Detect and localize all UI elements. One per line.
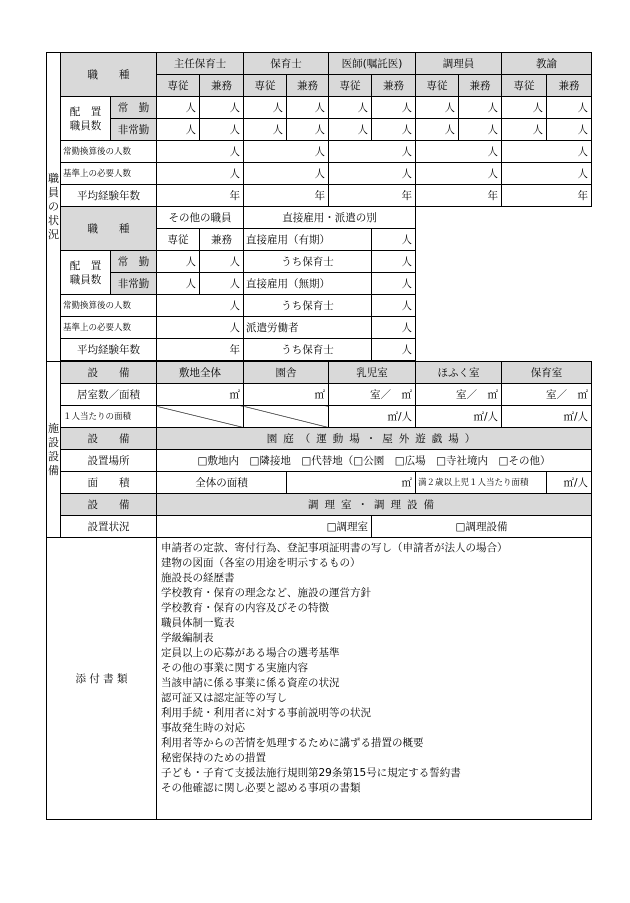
required-label: 基準上の必要人数 [61, 163, 157, 185]
equipment-header: 設 備 [61, 494, 157, 516]
fte-label: 常勤換算後の人数 [61, 295, 157, 317]
role-header-4: 教諭 [502, 53, 592, 75]
person-unit[interactable]: 人 [547, 119, 592, 141]
kitchen-header: 調理室・調理設備 [157, 494, 592, 516]
sqm-field[interactable]: ㎡ [157, 384, 244, 406]
year-unit[interactable]: 年 [329, 185, 416, 207]
area-header-3: ほふく室 [416, 362, 502, 384]
regular-label: 常 勤 [111, 97, 157, 119]
attachment-item: その他の事業に関する実施内容 [161, 662, 308, 674]
direct-unlimited-label: 直接雇用（無期） [244, 273, 372, 295]
job-type-header: 職 種 [61, 207, 157, 251]
diagonal-cell [157, 406, 244, 428]
area-header-2: 乳児室 [329, 362, 416, 384]
person-unit[interactable]: 人 [157, 141, 244, 163]
full-time-header: 専従 [157, 75, 200, 97]
sqm-per-person-field[interactable]: ㎡/人 [502, 406, 592, 428]
part-time-header: 兼務 [287, 75, 329, 97]
person-unit[interactable]: 人 [157, 295, 244, 317]
person-unit[interactable]: 人 [372, 317, 416, 339]
dispatch-label: 派遣労働者 [244, 317, 372, 339]
year-unit[interactable]: 年 [157, 339, 244, 361]
part-time-header: 兼務 [459, 75, 502, 97]
part-time-header: 兼務 [200, 75, 244, 97]
staff-section-label: 職員の状況 [47, 53, 61, 362]
person-unit[interactable]: 人 [157, 97, 200, 119]
person-unit[interactable]: 人 [157, 317, 244, 339]
attachment-item: 職員体制一覧表 [161, 617, 235, 629]
attachment-item: 当該申請に係る事業に係る資産の状況 [161, 677, 340, 689]
nonregular-label: 非常勤 [111, 273, 157, 295]
full-time-header: 専従 [244, 75, 287, 97]
person-unit[interactable]: 人 [372, 229, 416, 251]
attachment-item: 学校教育・保育の内容及びその特徴 [161, 602, 329, 614]
other-staff-header: その他の職員 [157, 207, 244, 229]
attachment-item: 利用者等からの苦情を処理するために講ずる措置の概要 [161, 737, 424, 749]
area-header-1: 園舎 [244, 362, 329, 384]
room-sqm-field[interactable]: 室／ ㎡ [502, 384, 592, 406]
attachments-list [157, 538, 592, 820]
form-table [46, 52, 592, 820]
person-unit[interactable]: 人 [329, 119, 372, 141]
person-unit[interactable]: 人 [244, 163, 329, 185]
room-sqm-field[interactable]: 室／ ㎡ [416, 384, 502, 406]
person-unit[interactable]: 人 [157, 163, 244, 185]
person-unit[interactable]: 人 [372, 295, 416, 317]
over2-area-label: 満２歳以上児１人当たり面積 [416, 472, 547, 494]
person-unit[interactable]: 人 [416, 141, 502, 163]
attachment-item: 利用手続・利用者に対する事前説明等の状況 [161, 707, 371, 719]
role-header-3: 調理員 [416, 53, 502, 75]
avg-years-label: 平均経験年数 [61, 339, 157, 361]
area-header-0: 敷地全体 [157, 362, 244, 384]
person-unit[interactable]: 人 [200, 97, 244, 119]
person-unit[interactable]: 人 [372, 119, 416, 141]
attachment-item: その他確認に関し必要と認める事項の書類 [161, 782, 361, 794]
per-person-label: １人当たりの面積 [61, 406, 157, 428]
facility-section-label: 施設設備 [47, 362, 61, 538]
direct-hire-header: 直接雇用・派遣の別 [244, 207, 416, 229]
attachment-item: 申請者の定款、寄付行為、登記事項証明書の写し（申請者が法人の場合） [161, 542, 508, 554]
part-time-header: 兼務 [372, 75, 416, 97]
person-unit[interactable]: 人 [200, 119, 244, 141]
kitchen-equipment-checkbox[interactable]: □調理設備 [372, 516, 592, 538]
attachment-item: 認可証又は認定証等の写し [161, 692, 287, 704]
person-unit[interactable]: 人 [416, 163, 502, 185]
attachment-item: 建物の図面（各室の用途を明示するもの） [161, 557, 361, 569]
person-unit[interactable]: 人 [157, 273, 200, 295]
of-which-teacher-label: うち保育士 [244, 251, 372, 273]
sqm-field[interactable]: ㎡ [287, 472, 416, 494]
equipment-header: 設 備 [61, 362, 157, 384]
regular-label: 常 勤 [111, 251, 157, 273]
person-unit[interactable]: 人 [287, 97, 329, 119]
attachment-item: 事故発生時の対応 [161, 722, 245, 734]
attachment-item: 学校教育・保育の理念など、施設の運営方針 [161, 587, 371, 599]
avg-years-label: 平均経験年数 [61, 185, 157, 207]
role-header-1: 保育士 [244, 53, 329, 75]
person-unit[interactable]: 人 [157, 119, 200, 141]
nonregular-label: 非常勤 [111, 119, 157, 141]
area-label: 面 積 [61, 472, 157, 494]
total-area-label: 全体の面積 [157, 472, 287, 494]
person-unit[interactable]: 人 [502, 97, 547, 119]
person-unit[interactable]: 人 [329, 97, 372, 119]
attachments-label: 添 付 書 類 [47, 538, 157, 820]
year-unit[interactable]: 年 [502, 185, 592, 207]
assigned-staff-label: 配 置 職員数 [61, 251, 111, 295]
role-header-0: 主任保育士 [157, 53, 244, 75]
person-unit[interactable]: 人 [416, 119, 459, 141]
location-label: 設置場所 [61, 450, 157, 472]
person-unit[interactable]: 人 [329, 141, 416, 163]
sqm-field[interactable]: ㎡ [244, 384, 329, 406]
year-unit[interactable]: 年 [157, 185, 244, 207]
person-unit[interactable]: 人 [547, 97, 592, 119]
of-which-teacher-label: うち保育士 [244, 339, 372, 361]
room-sqm-field[interactable]: 室／ ㎡ [329, 384, 416, 406]
diagonal-cell [244, 406, 329, 428]
sqm-per-person-field[interactable]: ㎡/人 [329, 406, 416, 428]
location-options[interactable]: □敷地内 □隣接地 □代替地（□公園 □広場 □寺社境内 □その他） [157, 450, 592, 472]
person-unit[interactable]: 人 [502, 163, 592, 185]
attachment-item: 秘密保持のための措置 [161, 752, 266, 764]
assigned-staff-label: 配 置 職員数 [61, 97, 111, 141]
attachment-item: 子ども・子育て支援法施行規則第29条第15号に規定する誓約書 [161, 767, 461, 779]
status-label: 設置状況 [61, 516, 157, 538]
rooms-area-label: 居室数／面積 [61, 384, 157, 406]
full-time-header: 専従 [416, 75, 459, 97]
kitchen-room-checkbox[interactable]: □調理室 [157, 516, 372, 538]
required-label: 基準上の必要人数 [61, 317, 157, 339]
role-header-2: 医師(嘱託医) [329, 53, 416, 75]
year-unit[interactable]: 年 [244, 185, 329, 207]
person-unit[interactable]: 人 [502, 141, 592, 163]
area-header-4: 保育室 [502, 362, 592, 384]
part-time-header: 兼務 [547, 75, 592, 97]
person-unit[interactable]: 人 [372, 251, 416, 273]
equipment-header: 設 備 [61, 428, 157, 450]
attachment-item: 定員以上の応募がある場合の選考基準 [161, 647, 340, 659]
job-type-header: 職 種 [61, 53, 157, 97]
of-which-teacher-label: うち保育士 [244, 295, 372, 317]
attachment-item: 施設長の経歴書 [161, 572, 235, 584]
part-time-header: 兼務 [200, 229, 244, 251]
person-unit[interactable]: 人 [372, 97, 416, 119]
person-unit[interactable]: 人 [200, 251, 244, 273]
sqm-per-person-field[interactable]: ㎡/人 [547, 472, 592, 494]
direct-limited-label: 直接雇用（有期） [244, 229, 372, 251]
person-unit[interactable]: 人 [329, 163, 416, 185]
person-unit[interactable]: 人 [372, 273, 416, 295]
person-unit[interactable]: 人 [459, 97, 502, 119]
fte-label: 常勤換算後の人数 [61, 141, 157, 163]
person-unit[interactable]: 人 [244, 141, 329, 163]
person-unit[interactable]: 人 [372, 339, 416, 361]
person-unit[interactable]: 人 [502, 119, 547, 141]
person-unit[interactable]: 人 [244, 97, 287, 119]
person-unit[interactable]: 人 [157, 251, 200, 273]
person-unit[interactable]: 人 [244, 119, 287, 141]
full-time-header: 専従 [502, 75, 547, 97]
person-unit[interactable]: 人 [200, 273, 244, 295]
full-time-header: 専従 [157, 229, 200, 251]
person-unit[interactable]: 人 [459, 119, 502, 141]
person-unit[interactable]: 人 [287, 119, 329, 141]
person-unit[interactable]: 人 [416, 97, 459, 119]
sqm-per-person-field[interactable]: ㎡/人 [416, 406, 502, 428]
full-time-header: 専従 [329, 75, 372, 97]
yard-header: 園庭（運動場・屋外遊戯場） [157, 428, 592, 450]
application-form [46, 52, 591, 820]
year-unit[interactable]: 年 [416, 185, 502, 207]
attachment-item: 学級編制表 [161, 632, 214, 644]
blank-area [416, 207, 592, 362]
